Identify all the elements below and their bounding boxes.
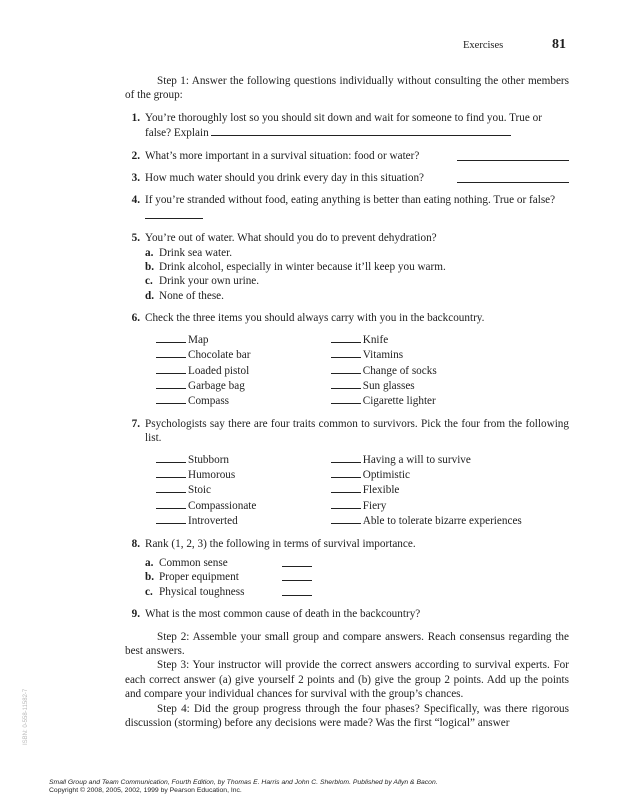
answer-blank[interactable] <box>211 125 511 136</box>
question-number: 7. <box>131 417 140 430</box>
checklist-item[interactable] <box>331 363 569 378</box>
check-blank[interactable] <box>331 482 361 493</box>
question-8 <box>125 537 569 600</box>
rank-blank[interactable] <box>282 570 312 581</box>
option-text: Physical toughness <box>159 585 245 598</box>
item-label: Cigarette lighter <box>362 395 436 408</box>
question-2 <box>125 149 569 163</box>
question-5 <box>125 231 569 303</box>
option-letter: d. <box>145 289 155 302</box>
checklist-item[interactable] <box>331 378 569 393</box>
option-d[interactable] <box>145 289 569 303</box>
question-6 <box>125 311 569 408</box>
check-blank[interactable] <box>156 393 186 404</box>
option-text: Drink alcohol, especially in winter because it’ll keep you warm. <box>159 261 446 274</box>
question-number: 9. <box>131 608 140 621</box>
option-letter: b. <box>145 571 155 584</box>
item-label: Chocolate bar <box>188 349 251 362</box>
checklist-item[interactable] <box>156 378 331 393</box>
item-label: Optimistic <box>362 468 410 481</box>
check-blank[interactable] <box>156 498 186 509</box>
check-blank[interactable] <box>156 482 186 493</box>
rank-list <box>145 556 569 599</box>
answer-blank[interactable] <box>457 172 569 183</box>
rank-item <box>145 585 569 599</box>
question-3 <box>125 171 569 185</box>
option-letter: c. <box>145 585 153 598</box>
option-letter: a. <box>145 246 154 259</box>
question-9 <box>125 607 569 621</box>
check-blank[interactable] <box>156 378 186 389</box>
item-label: Introverted <box>188 515 238 528</box>
rank-item <box>145 570 569 584</box>
item-label: Stoic <box>188 484 211 497</box>
question-text: Psychologists say there are four traits common to survivors. Pick the four from the following list. <box>145 417 569 445</box>
question-number: 8. <box>131 537 140 550</box>
check-blank[interactable] <box>331 347 361 358</box>
question-number: 2. <box>131 149 140 162</box>
item-label: Vitamins <box>362 349 404 362</box>
rank-label <box>145 556 282 570</box>
option-text: Drink your own urine. <box>159 275 260 288</box>
question-number: 6. <box>131 312 140 325</box>
question-text: If you’re stranded without food, eating anything is better than eating nothing. True or false? <box>145 194 556 207</box>
question-text: You’re thoroughly lost so you should sit down and wait for someone to find you. True or false? Explain <box>145 111 542 140</box>
check-blank[interactable] <box>331 498 361 509</box>
checklist-item[interactable] <box>156 452 331 467</box>
item-label: Compass <box>188 395 230 408</box>
checklist-item[interactable] <box>331 332 569 347</box>
option-text: Drink sea water. <box>159 246 233 259</box>
checklist-item[interactable] <box>156 393 331 408</box>
step-2-paragraph: Step 2: Assemble your small group and compare answers. Reach consensus regarding the best answers. <box>125 630 569 657</box>
step-4-paragraph: Step 4: Did the group progress through the four phases? Specifically, was there rigorous discussion (storming) before any decisions were made? Was the first “logical” answer <box>125 702 569 730</box>
item-label: Able to tolerate bizarre experiences <box>362 515 522 528</box>
question-text: You’re out of water. What should you do to prevent dehydration? <box>145 232 437 245</box>
rank-blank[interactable] <box>282 585 312 596</box>
checklist-item[interactable] <box>156 482 331 497</box>
option-letter: a. <box>145 556 154 569</box>
question-7 <box>125 417 569 529</box>
check-blank[interactable] <box>331 363 361 374</box>
answer-blank[interactable] <box>145 208 203 219</box>
option-c[interactable] <box>145 274 569 288</box>
item-label: Compassionate <box>188 499 257 512</box>
check-blank[interactable] <box>331 467 361 478</box>
check-blank[interactable] <box>156 332 186 343</box>
checklist-item[interactable] <box>156 347 331 362</box>
steps-section <box>125 630 569 731</box>
question-text: What’s more important in a survival situation: food or water? <box>145 149 420 162</box>
step-3-paragraph: Step 3: Your instructor will provide the correct answers according to survival experts. For each correct answer (a) give yourself 2 points and (b) give the group 2 points. Add up the points and compare your individual chances for survival with the group’s chances. <box>125 659 569 701</box>
question-text: What is the most common cause of death in the backcountry? <box>145 608 421 621</box>
page-body <box>125 74 569 730</box>
checklist-columns <box>145 452 569 529</box>
option-letter: b. <box>145 261 155 274</box>
checklist-columns <box>145 332 569 409</box>
checklist-left-column <box>156 452 331 529</box>
checklist-item[interactable] <box>331 513 569 528</box>
check-blank[interactable] <box>156 467 186 478</box>
rank-item <box>145 556 569 570</box>
option-text: Common sense <box>159 556 228 569</box>
option-a[interactable] <box>145 246 569 260</box>
question-1 <box>125 111 569 141</box>
checklist-item[interactable] <box>156 513 331 528</box>
rank-label <box>145 585 282 599</box>
checklist-left-column <box>156 332 331 409</box>
checklist-item[interactable] <box>331 482 569 497</box>
checklist-item[interactable] <box>331 467 569 482</box>
option-text: None of these. <box>159 289 224 302</box>
checklist-item[interactable] <box>331 347 569 362</box>
question-text: How much water should you drink every day in this situation? <box>145 172 425 185</box>
question-4 <box>125 193 569 223</box>
checklist-right-column <box>331 452 569 529</box>
answer-blank[interactable] <box>457 150 569 161</box>
check-blank[interactable] <box>331 378 361 389</box>
running-header-section: Exercises <box>463 40 504 51</box>
check-blank[interactable] <box>331 452 361 463</box>
check-blank[interactable] <box>156 513 186 524</box>
option-letter: c. <box>145 275 153 288</box>
question-number: 3. <box>131 172 140 185</box>
step-1-intro: Step 1: Answer the following questions individually without consulting the other members of the group: <box>125 75 569 102</box>
check-blank[interactable] <box>331 513 361 524</box>
side-isbn: ISBN: 0-558-11582-7 <box>23 688 29 745</box>
item-label: Change of socks <box>362 364 437 377</box>
checklist-item[interactable] <box>156 363 331 378</box>
item-label: Knife <box>362 333 389 346</box>
item-label: Fiery <box>362 499 387 512</box>
check-blank[interactable] <box>331 332 361 343</box>
checklist-right-column <box>331 332 569 409</box>
rank-label <box>145 570 282 584</box>
question-number: 5. <box>131 232 140 245</box>
copyright-footer <box>49 779 438 796</box>
checklist-item[interactable] <box>331 498 569 513</box>
check-blank[interactable] <box>156 452 186 463</box>
checklist-item[interactable] <box>156 467 331 482</box>
item-label: Loaded pistol <box>188 364 250 377</box>
rank-blank[interactable] <box>282 556 312 567</box>
checklist-item[interactable] <box>331 393 569 408</box>
item-label: Having a will to survive <box>362 453 471 466</box>
footer-citation: Small Group and Team Communication, Fourth Edition, by Thomas E. Harris and John C. Sherblom. Published by Allyn & Bacon. <box>49 779 438 786</box>
check-blank[interactable] <box>331 393 361 404</box>
item-label: Flexible <box>362 484 400 497</box>
checklist-item[interactable] <box>156 498 331 513</box>
check-blank[interactable] <box>156 363 186 374</box>
page-number: 81 <box>552 37 566 52</box>
item-label: Stubborn <box>188 453 230 466</box>
footer-copyright: Copyright © 2008, 2005, 2002, 1999 by Pearson Education, Inc. <box>49 787 242 795</box>
question-text: Check the three items you should always carry with you in the backcountry. <box>145 312 485 325</box>
option-b[interactable] <box>145 260 569 274</box>
check-blank[interactable] <box>156 347 186 358</box>
option-text: Proper equipment <box>159 571 239 584</box>
question-number: 4. <box>131 194 140 207</box>
item-label: Garbage bag <box>188 379 245 392</box>
item-label: Humorous <box>188 468 236 481</box>
question-text: Rank (1, 2, 3) the following in terms of survival importance. <box>145 537 416 550</box>
item-label: Map <box>188 333 209 346</box>
checklist-item[interactable] <box>156 332 331 347</box>
item-label: Sun glasses <box>362 379 415 392</box>
question-number: 1. <box>131 111 140 124</box>
checklist-item[interactable] <box>331 452 569 467</box>
